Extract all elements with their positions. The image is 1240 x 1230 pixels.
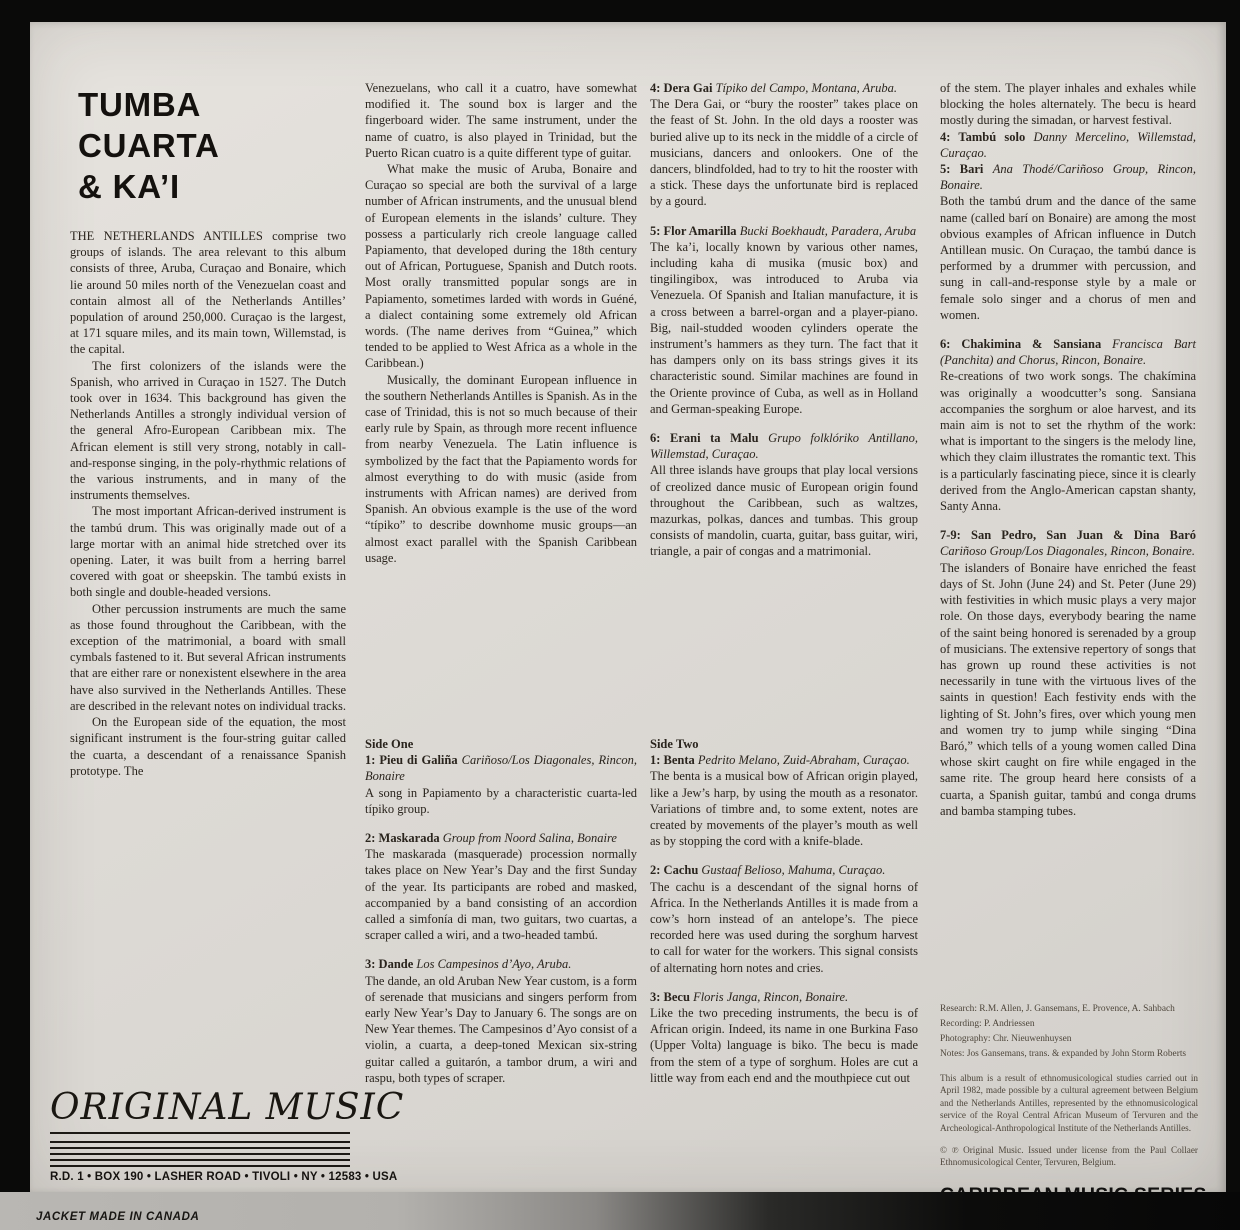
intro-paragraph: On the European side of the equation, the most significant instrument is the four-string guitar called the cuarta, a descendant of a renaissance Spanish prototype. The <box>70 715 346 778</box>
jacket-made-in-canada-note: JACKET MADE IN CANADA <box>36 1211 200 1223</box>
track-item <box>940 336 1196 514</box>
credit-recording: Recording: P. Andriessen <box>940 1019 1035 1029</box>
track-credit: Floris Janga, Rincon, Bonaire. <box>693 989 849 1004</box>
side-one-heading: Side One <box>365 737 414 751</box>
track-credit: Bucki Boekhaudt, Paradera, Aruba <box>739 223 917 238</box>
track-number-title: 6: Chakimina & Sansiana <box>940 337 1102 352</box>
essay-paragraph: Musically, the dominant European influence in the southern Netherlands Antilles is Spanish. As in the case of Trinidad, this is not so much because of their early rule by Spain, as through more recent influence from nearby Venezuela. The Latin influence is symbolized by the fact that the Papiamento words for almost everything to do with music (aside from instruments with African names) are derived from Spanish. An obvious example is the use of the word “típiko” to describe downhome music groups—an almost exact parallel with the Spanish Caribbean usage. <box>365 372 637 565</box>
track-credit: Típiko del Campo, Montana, Aruba. <box>715 81 897 95</box>
track-item <box>940 527 1196 819</box>
track-header <box>365 956 637 972</box>
track-notes: The Dera Gai, or “bury the rooster” takes place on the feast of St. John. In the old days a rooster was buried alive up to its neck in the middle of a circle of musicians, dancers and onlookers. One of the dancers, blindfolded, had to try to hit the rooster with a stick. These days the unfortunate bird is replaced by a gourd. <box>650 97 918 209</box>
track-credit: Los Campesinos d’Ayo, Aruba. <box>416 957 572 972</box>
track-number-title: 4: Dera Gai <box>650 81 713 95</box>
track-credit: Cariñoso/Los Diagonales, Rincon, Bonaire <box>365 753 637 784</box>
track-credit: Francisca Bart (Panchita) and Chorus, Rincon, Bonaire. <box>940 337 1196 368</box>
intro-paragraph: Other percussion instruments are much the same as those found throughout the Caribbean, with the exception of the matrimonial, a board with small cymbals fastened to it. But several African instruments that are either rare or nonexistent elsewhere in the area have also survived in the Netherlands Antilles. These are described in the relevant notes on individual tracks. <box>70 601 346 713</box>
credit-photography: Photography: Chr. Nieuwenhuysen <box>940 1034 1072 1044</box>
album-title-line: CUARTA <box>78 127 220 164</box>
track-item <box>650 80 918 210</box>
track-credit: Pedrito Melano, Zuid-Abraham, Curaçao. <box>697 753 910 768</box>
track-notes: The dande, an old Aruban New Year custom, is a form of serenade that musicians and singers perform from early New Year’s Day to January 6. The songs are on New Year themes. The Campesinos d’Ayo consist of a violin, a cuarta, a deep-toned Mexican six-string guitar called a guitarón, a tambor drum, a wiri and raspu, both types of scraper. <box>365 973 637 1085</box>
track-number-title: 2: Maskarada <box>365 831 440 846</box>
credits-block <box>940 1002 1198 1207</box>
license-text: © ℗ Original Music. Issued under license from the Paul Collaer Ethnomusicological Center, Tervuren, Belgium. <box>940 1145 1198 1168</box>
essay-column-2 <box>365 80 637 566</box>
track-number-title: 3: Dande <box>365 957 414 972</box>
legal-text: This album is a result of ethnomusicological studies carried out in April 1982, made possible by a cultural agreement between Belgium and the Netherlands Antilles, represented by the ethnomusicological service of the Royal Central African Museum of Tervuren and the Archeological-Anthropological Institute of the Netherlands Antilles. <box>940 1073 1198 1133</box>
album-jacket <box>30 22 1226 1194</box>
track-item <box>650 989 918 1086</box>
track-header <box>650 80 918 96</box>
track-number-title: 1: Benta <box>650 753 695 768</box>
track-item <box>940 129 1196 323</box>
track-notes: Like the two preceding instruments, the becu is of African origin. Indeed, its name in one Burkina Faso (Upper Volta) language is biko. The becu is made from the stem of a type of sorghum. Holes are cut a little way from each end and the mouthpiece cut out <box>650 1006 918 1085</box>
track-item <box>365 752 637 817</box>
track-item <box>650 752 918 849</box>
side-two-heading: Side Two <box>650 737 699 751</box>
credit-notes: Notes: Jos Gansemans, trans. & expanded by John Storm Roberts <box>940 1049 1187 1059</box>
track-header <box>940 129 1196 161</box>
intro-column <box>70 228 346 779</box>
track-credit: Danny Mercelino, Willemstad, Curaçao. <box>940 129 1196 160</box>
track-item <box>650 862 918 975</box>
album-title <box>78 84 220 207</box>
track-notes: The maskarada (masquerade) procession normally takes place on New Year’s Day and the first Sunday of the year. Its participants are robed and masked, accompanied by a band consisting of an accordion called a simfonía di man, two guitars, two cuartas, a scraper called a wiri, and a two-headed tambú. <box>365 847 637 943</box>
track-header <box>650 223 918 239</box>
side-two-tracklist <box>650 736 918 1086</box>
track-item <box>365 830 637 943</box>
tracklist-column-3 <box>650 80 918 560</box>
track-notes: A song in Papiamento by a characteristic cuarta-led típiko group. <box>365 785 637 816</box>
track-credit: Group from Noord Salina, Bonaire <box>442 831 617 846</box>
track-notes: Re-creations of two work songs. The chakímina was originally a woodcutter’s song. Sansiana accompanies the sorghum or aloe harvest, and its main aim is not to set the rhythm of the work: what is important to the singers is the melody line, which they claim illustrates the romantic text. This is a particularly fascinating piece, since it is clearly derived from the Anglo-American capstan shanty, Santy Anna. <box>940 369 1196 514</box>
track-number-title: 6: Erani ta Malu <box>650 431 759 446</box>
track-number-title: 4: Tambú solo <box>940 129 1026 144</box>
album-title-line: TUMBA <box>78 86 202 123</box>
track-credit: Cariñoso Group/Los Diagonales, Rincon, Bonaire. <box>940 544 1195 559</box>
track-item <box>650 430 918 560</box>
side-one-tracklist <box>365 736 637 1086</box>
track-credit: Grupo folklóriko Antillano, Willemstad, Curaçao. <box>650 431 918 462</box>
track-number-title: 5: Flor Amarilla <box>650 223 737 238</box>
essay-paragraph: Venezuelans, who call it a cuatro, have somewhat modified it. The sound box is larger and the fingerboard wider. The same instrument, under the name of cuatro, is also played in Trinidad, but the Puerto Rican cuatro is a quite different type of guitar. <box>365 81 637 160</box>
track-number-title: 5: Bari <box>940 162 984 177</box>
track-header <box>940 161 1196 193</box>
track-item <box>650 223 918 417</box>
track-header <box>940 336 1196 368</box>
track-header <box>940 527 1196 559</box>
track-number-title: 2: Cachu <box>650 863 699 878</box>
track-header <box>365 830 637 846</box>
track-header <box>365 752 637 784</box>
track-header <box>650 989 918 1005</box>
track-notes: All three islands have groups that play local versions of creolized dance music of European origin found throughout the Caribbean, such as waltzes, mazurkas, polkas, dances and tumbas. This group consists of mandolin, cuarta, guitar, bass guitar, wiri, triangle, a pair of congas and a matrimonial. <box>650 463 918 559</box>
track-number-title: 7-9: San Pedro, San Juan & Dina Baró <box>940 528 1196 543</box>
track-credit: Gustaaf Belioso, Mahuma, Curaçao. <box>701 863 886 878</box>
tracklist-column-4 <box>940 80 1196 819</box>
track-header <box>650 752 918 768</box>
track-item <box>365 956 637 1086</box>
logo-staff-lines <box>50 1132 350 1167</box>
credit-research: Research: R.M. Allen, J. Gansemans, E. Provence, A. Sahbach <box>940 1004 1175 1014</box>
intro-paragraph: THE NETHERLANDS ANTILLES comprise two groups of islands. The area relevant to this album consists of three, Aruba, Curaçao and Bonaire, which lie around 50 miles north of the Venezuelan coast and contain almost all of the Netherlands Antilles’ population of around 250,000. Curaçao is the largest, at 171 square miles, and its main town, Willemstad, is the capital. <box>70 229 346 357</box>
track-notes: Both the tambú drum and the dance of the same name (called barí on Bonaire) are among the most obvious examples of African influence in Dutch Antillean music. On Curaçao, the tambú dance is performed by a drummer with percussion, and sung in call-and-response style by a male or female solo singer and a chorus of men and women. <box>940 194 1196 322</box>
track-notes: The benta is a musical bow of African origin played, like a Jew’s harp, by using the mouth as a resonator. Variations of timbre and, to some extent, notes are created by movements of the player’s mouth as well as by stopping the cord with a knife-blade. <box>650 769 918 849</box>
track-header <box>650 862 918 878</box>
track-notes: The ka’i, locally known by various other names, including kaha di musika (music box) and tingilingibox, was introduced to Aruba via Venezuela. Of Spanish and Italian manufacture, it is a cross between a barrel-organ and a player-piano. Big, nail-studded wooden cylinders operate the instrument’s hammers as they turn. The fact that it has dampers only on its bass strings gives it its characteristic sound. Similar machines are found in the Oriente province of Cuba, as well as in Holland and German-speaking Europe. <box>650 239 918 416</box>
track-notes: The cachu is a descendant of the signal horns of Africa. In the Netherlands Antilles it is made from a cow’s horn instead of an antelope’s. The piece recorded here was used during the sorghum harvest to call for water for the workers. This signal consists of alternating horn notes and cries. <box>650 879 918 975</box>
intro-paragraph: The most important African-derived instrument is the tambú drum. This was originally made out of a large mortar with an animal hide stretched over its opening. Later, it was built from a herring barrel covered with goat or sheepskin. The tambú exists in both single and double-headed versions. <box>70 504 346 600</box>
track-number-title: 1: Pieu di Galiña <box>365 753 458 768</box>
track-number-title: 3: Becu <box>650 989 690 1004</box>
intro-paragraph: The first colonizers of the islands were the Spanish, who arrived in Curaçao in 1527. The Dutch took over in 1634. This background has given the Netherlands Antilles a strongly individual version of the general Afro-European Caribbean mix. The African element is still very strong, notably in call-and-response singing, in the poly-rhythmic relations of the various instruments, and in many of the instruments themselves. <box>70 358 346 503</box>
track-notes-continuation: of the stem. The player inhales and exhales while blocking the holes alternately. The becu is heard mostly during the simadan, or harvest festival. <box>940 81 1196 128</box>
label-address: R.D. 1 • BOX 190 • LASHER ROAD • TIVOLI • NY • 12583 • USA <box>50 1171 398 1183</box>
track-credit: Ana Thodé/Cariñoso Group, Rincon, Bonaire. <box>940 162 1197 193</box>
track-header <box>650 430 918 462</box>
original-music-logo: ORIGINAL MUSIC <box>50 1087 405 1128</box>
label-logo-block <box>50 1087 405 1183</box>
track-notes: The islanders of Bonaire have enriched the feast days of St. John (June 24) and St. Peter (June 29) with festivities in which music plays a very major role. On those days, everybody bearing the name of the saint being honored is serenaded by a group of musicians. The extensive repertory of songs that has grown up round these activities is not necessarily in tune with the virtuous lives of the saints in question! Each festivity ends with the lighting of St. John’s fires, over which young men and women try to jump while singing “Dina Baró,” which tells of a young women called Dina whose skirt caught on fire while engaged in the same rite. The group heard here consists of a cuarta, a Spanish guitar, tambú and conga drums and bamba stamping tubes. <box>940 560 1196 818</box>
album-title-line: & KA’I <box>78 168 180 205</box>
essay-paragraph: What make the music of Aruba, Bonaire and Curaçao so special are both the survival of a large number of African instruments, and the unusual blend of European elements in the islands’ culture. They possess a particularly rich creole language called Papiamento, that developed during the 18th century out of African, Portuguese, Spanish and Dutch roots. Most orally transmitted popular songs are in Papiamento, sometimes larded with words in Guéné, a dialect containing some extremely old African words. (The name derives from “Guinea,” which tended to be applied to West Africa as a whole in the Caribbean.) <box>365 162 637 371</box>
